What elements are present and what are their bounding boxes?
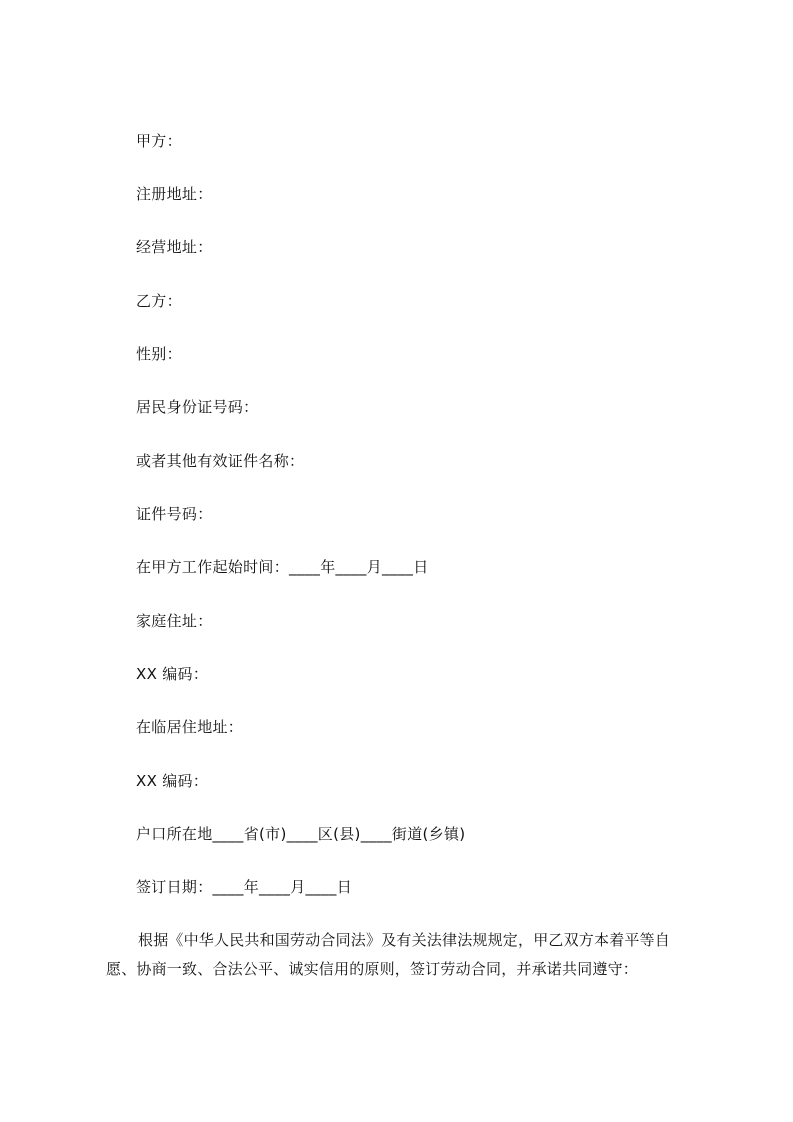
intro-paragraph — [106, 926, 696, 984]
id-number-field: 居民身份证号码： — [136, 398, 259, 416]
business-address-field: 经营地址： — [136, 238, 213, 256]
registered-address-field: 注册地址： — [136, 185, 213, 203]
household-registration-field: 户口所在地____省(市)____区(县)____街道(乡镇) — [136, 825, 466, 843]
id-code-field: 证件号码： — [136, 505, 213, 523]
intro-paragraph-text: 根据《中华人民共和国劳动合同法》及有关法律法规规定，甲乙双方本着平等自愿、协商一致、合法公平、诚实信用的原则，签订劳动合同，并承诺共同遵守： — [106, 931, 671, 978]
party-a-field: 甲方： — [136, 132, 182, 150]
other-id-name-field: 或者其他有效证件名称： — [136, 452, 305, 470]
temporary-address-field: 在临居住地址： — [136, 718, 244, 736]
gender-field: 性别： — [136, 345, 182, 363]
signing-date-field: 签订日期：____年____月____日 — [136, 878, 353, 896]
postal-code-field-2: XX 编码： — [136, 772, 209, 790]
home-address-field: 家庭住址： — [136, 612, 213, 630]
start-date-field: 在甲方工作起始时间：____年____月____日 — [136, 558, 429, 576]
party-b-field: 乙方： — [136, 292, 182, 310]
postal-code-field: XX 编码： — [136, 665, 209, 683]
